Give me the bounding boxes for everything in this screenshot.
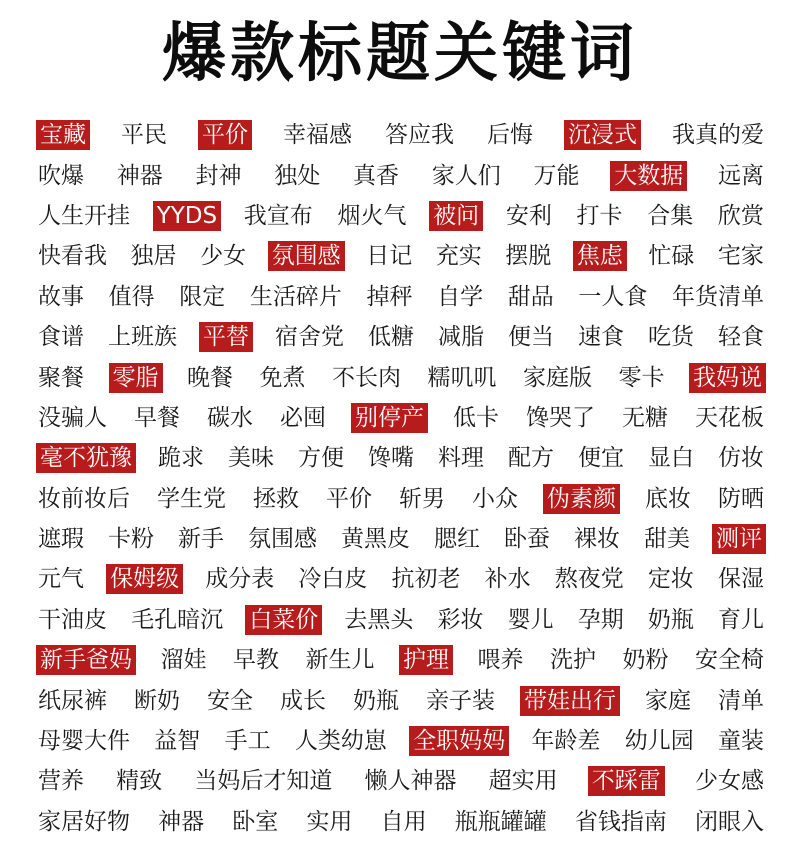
keyword: 少女感 bbox=[694, 768, 764, 795]
keyword: 无糖 bbox=[622, 404, 668, 431]
keyword: 早教 bbox=[233, 647, 279, 674]
keyword: 忙碌 bbox=[648, 243, 695, 270]
keyword: 合集 bbox=[647, 202, 694, 229]
keyword: 婴儿 bbox=[507, 606, 554, 633]
keyword: 安利 bbox=[505, 202, 552, 229]
keyword: 封神 bbox=[195, 162, 242, 189]
keyword: 神器 bbox=[158, 808, 205, 835]
keyword: 仿妆 bbox=[718, 445, 764, 472]
keyword: 溜娃 bbox=[160, 647, 207, 674]
keyword: 干油皮 bbox=[38, 606, 107, 633]
keyword: 家庭版 bbox=[523, 364, 592, 391]
keyword-row bbox=[36, 155, 766, 195]
keyword-highlighted: 护理 bbox=[399, 645, 453, 675]
keyword: 料理 bbox=[438, 445, 484, 472]
keyword: 奶瓶 bbox=[647, 606, 694, 633]
keyword: 奶粉 bbox=[622, 647, 669, 674]
keyword-row bbox=[36, 680, 766, 720]
keyword: 喂养 bbox=[477, 647, 524, 674]
keyword: 彩妆 bbox=[437, 606, 484, 633]
keyword-highlighted: 毫不犹豫 bbox=[36, 443, 136, 473]
keyword: 快看我 bbox=[38, 243, 107, 270]
keyword: 方便 bbox=[298, 445, 344, 472]
keyword: 清单 bbox=[718, 687, 764, 714]
keyword: 育儿 bbox=[718, 606, 764, 633]
keyword-row bbox=[36, 317, 766, 357]
keyword: 营养 bbox=[38, 768, 84, 795]
keyword: 家人们 bbox=[431, 162, 501, 189]
keyword: 家庭 bbox=[645, 687, 691, 714]
keyword: 甜美 bbox=[644, 526, 690, 553]
keyword: 防晒 bbox=[718, 485, 764, 512]
keyword: 卡粉 bbox=[108, 526, 154, 553]
keyword: 天花板 bbox=[695, 404, 764, 431]
keyword: 熬夜党 bbox=[554, 566, 624, 593]
keyword: 值得 bbox=[108, 283, 155, 310]
keyword-highlighted: 不踩雷 bbox=[588, 766, 665, 796]
keyword-highlighted: 宝藏 bbox=[36, 120, 90, 150]
keyword: 底妆 bbox=[645, 485, 691, 512]
keyword: 人生开挂 bbox=[38, 202, 130, 229]
keyword-row bbox=[36, 802, 766, 842]
keyword: 氛围感 bbox=[248, 526, 317, 553]
keyword: 新生儿 bbox=[305, 647, 375, 674]
keyword: 自用 bbox=[380, 808, 427, 835]
keyword-row bbox=[36, 761, 766, 801]
keyword: 吃货 bbox=[648, 324, 694, 351]
keyword: 平民 bbox=[121, 122, 167, 149]
keyword: 当妈后才知道 bbox=[194, 768, 333, 795]
keyword-highlighted: 被问 bbox=[429, 201, 483, 231]
keyword: 早餐 bbox=[134, 404, 180, 431]
keyword-row bbox=[36, 115, 766, 155]
keyword-highlighted: 零脂 bbox=[109, 363, 163, 393]
keyword: 定妆 bbox=[647, 566, 694, 593]
keyword-highlighted: 平价 bbox=[198, 120, 252, 150]
keyword-highlighted: 别停产 bbox=[351, 403, 428, 433]
keyword: 年龄差 bbox=[531, 728, 601, 755]
keyword: 幼儿园 bbox=[624, 728, 694, 755]
keyword-row bbox=[36, 640, 766, 680]
keyword: 不长肉 bbox=[332, 364, 401, 391]
keyword: 补水 bbox=[484, 566, 531, 593]
keyword: 幸福感 bbox=[283, 122, 352, 149]
keyword: 宿舍党 bbox=[275, 324, 344, 351]
keyword-highlighted: 新手爸妈 bbox=[36, 645, 136, 675]
keyword: 晚餐 bbox=[187, 364, 233, 391]
keyword: 家居好物 bbox=[38, 808, 130, 835]
keyword: 断奶 bbox=[134, 687, 180, 714]
keyword: 上班族 bbox=[108, 324, 177, 351]
keyword: 吹爆 bbox=[38, 162, 84, 189]
keyword: 卧室 bbox=[232, 808, 279, 835]
keyword: 冷白皮 bbox=[298, 566, 368, 593]
keyword: 掉秤 bbox=[366, 283, 413, 310]
keyword-row bbox=[36, 438, 766, 478]
keyword: 限定 bbox=[179, 283, 226, 310]
keyword: 聚餐 bbox=[38, 364, 84, 391]
keyword-row bbox=[36, 519, 766, 559]
keyword-highlighted: 白菜价 bbox=[245, 605, 322, 635]
keyword: 洗护 bbox=[550, 647, 596, 674]
keyword: 便当 bbox=[508, 324, 554, 351]
keyword: 生活碎片 bbox=[249, 283, 342, 310]
keyword: 低卡 bbox=[453, 404, 499, 431]
keyword-row bbox=[36, 721, 766, 761]
keyword: 馋哭了 bbox=[526, 404, 595, 431]
keyword: 摆脱 bbox=[505, 243, 552, 270]
keyword: 孕期 bbox=[577, 606, 624, 633]
keyword: 必囤 bbox=[280, 404, 326, 431]
keyword: 独居 bbox=[130, 243, 177, 270]
keyword: 人类幼崽 bbox=[294, 728, 387, 755]
keyword-highlighted: 焦虑 bbox=[573, 241, 627, 271]
keyword: 保湿 bbox=[718, 566, 764, 593]
keyword: 日记 bbox=[366, 243, 413, 270]
keyword: 碳水 bbox=[207, 404, 253, 431]
keyword: 减脂 bbox=[438, 324, 484, 351]
keyword: 没骗人 bbox=[38, 404, 107, 431]
page-title: 爆款标题关键词 bbox=[162, 17, 638, 91]
keyword-highlighted: 大数据 bbox=[610, 161, 687, 191]
keyword: 去黑头 bbox=[344, 606, 414, 633]
keyword-highlighted: YYDS bbox=[153, 201, 221, 231]
keyword: 速食 bbox=[578, 324, 624, 351]
keyword-row bbox=[36, 196, 766, 236]
keyword: 省钱指南 bbox=[574, 808, 667, 835]
keyword: 烟火气 bbox=[337, 202, 407, 229]
keyword: 糯叽叽 bbox=[427, 364, 497, 391]
keyword: 安全椅 bbox=[695, 647, 764, 674]
keyword: 卧蚕 bbox=[504, 526, 550, 553]
keyword-highlighted: 伪素颜 bbox=[543, 484, 620, 514]
keyword: 益智 bbox=[154, 728, 201, 755]
keyword: 纸尿裤 bbox=[38, 687, 107, 714]
keyword: 小众 bbox=[472, 485, 518, 512]
keyword: 充实 bbox=[435, 243, 482, 270]
keyword: 后悔 bbox=[487, 122, 533, 149]
keyword: 便宜 bbox=[578, 445, 624, 472]
keyword: 童装 bbox=[717, 728, 764, 755]
keyword: 神器 bbox=[116, 162, 163, 189]
keyword: 毛孔暗沉 bbox=[131, 606, 224, 633]
keyword: 显白 bbox=[648, 445, 694, 472]
keyword: 安全 bbox=[207, 687, 253, 714]
keyword: 我宣布 bbox=[243, 202, 313, 229]
keyword: 馋嘴 bbox=[368, 445, 414, 472]
keyword: 打卡 bbox=[576, 202, 623, 229]
keyword: 精致 bbox=[116, 768, 163, 795]
keyword: 我真的爱 bbox=[672, 122, 764, 149]
keyword: 黄黑皮 bbox=[341, 526, 410, 553]
keyword-row bbox=[36, 357, 766, 397]
keyword: 母婴大件 bbox=[38, 728, 130, 755]
keyword: 食谱 bbox=[38, 324, 84, 351]
keyword-highlighted: 全职妈妈 bbox=[409, 726, 509, 756]
keyword-highlighted: 测评 bbox=[712, 524, 766, 554]
keyword: 轻食 bbox=[718, 324, 764, 351]
keyword: 宅家 bbox=[717, 243, 764, 270]
keyword: 遮瑕 bbox=[38, 526, 84, 553]
keyword: 奶瓶 bbox=[353, 687, 399, 714]
keyword-row bbox=[36, 559, 766, 599]
keyword: 跪求 bbox=[158, 445, 204, 472]
keyword: 拯救 bbox=[253, 485, 299, 512]
keyword: 远离 bbox=[718, 162, 764, 189]
keyword: 一人食 bbox=[578, 283, 648, 310]
keyword: 零卡 bbox=[618, 364, 665, 391]
keyword: 配方 bbox=[508, 445, 554, 472]
keyword: 新手 bbox=[178, 526, 224, 553]
keyword: 腮红 bbox=[434, 526, 480, 553]
keyword-grid bbox=[36, 115, 766, 842]
keyword-highlighted: 我妈说 bbox=[689, 363, 766, 393]
keyword: 亲子装 bbox=[426, 687, 495, 714]
keyword-row bbox=[36, 600, 766, 640]
keyword-highlighted: 保姆级 bbox=[106, 564, 183, 594]
keyword: 甜品 bbox=[507, 283, 554, 310]
keyword: 美味 bbox=[228, 445, 274, 472]
keyword: 万能 bbox=[533, 162, 580, 189]
keyword: 自学 bbox=[437, 283, 484, 310]
keyword: 学生党 bbox=[157, 485, 226, 512]
keyword: 答应我 bbox=[385, 122, 454, 149]
keyword-row bbox=[36, 479, 766, 519]
keyword: 成分表 bbox=[205, 566, 275, 593]
keyword-row bbox=[36, 236, 766, 276]
keyword: 免煮 bbox=[259, 364, 306, 391]
keyword: 手工 bbox=[224, 728, 271, 755]
keyword: 平价 bbox=[326, 485, 372, 512]
keyword-highlighted: 氛围感 bbox=[268, 241, 345, 271]
keyword: 超实用 bbox=[488, 768, 558, 795]
keyword: 故事 bbox=[38, 283, 84, 310]
keyword: 成长 bbox=[280, 687, 326, 714]
keyword: 裸妆 bbox=[574, 526, 620, 553]
keyword-highlighted: 带娃出行 bbox=[520, 686, 620, 716]
keyword-highlighted: 平替 bbox=[199, 322, 253, 352]
keyword: 实用 bbox=[306, 808, 353, 835]
keyword: 欣赏 bbox=[717, 202, 764, 229]
keyword: 少女 bbox=[200, 243, 247, 270]
keyword: 闭眼入 bbox=[694, 808, 764, 835]
keyword: 真香 bbox=[353, 162, 399, 189]
keyword: 斩男 bbox=[399, 485, 445, 512]
keyword-row bbox=[36, 398, 766, 438]
keyword: 抗初老 bbox=[391, 566, 461, 593]
keyword: 独处 bbox=[274, 162, 321, 189]
keyword-row bbox=[36, 277, 766, 317]
keyword: 妆前妆后 bbox=[38, 485, 130, 512]
keyword: 懒人神器 bbox=[364, 768, 457, 795]
keyword: 元气 bbox=[38, 566, 84, 593]
keyword: 低糖 bbox=[368, 324, 414, 351]
keyword: 瓶瓶罐罐 bbox=[454, 808, 547, 835]
keyword: 年货清单 bbox=[672, 283, 764, 310]
keyword-highlighted: 沉浸式 bbox=[564, 120, 641, 150]
